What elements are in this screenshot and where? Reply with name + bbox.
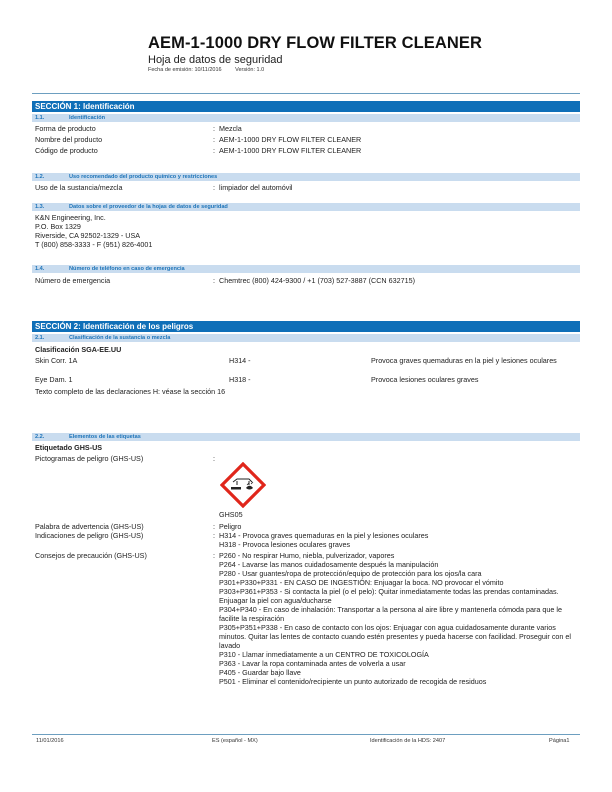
footer-language: ES (español - MX) [212,738,258,744]
subsection-1-2-header [32,173,580,181]
field-label: Consejos de precaución (GHS-US) [35,551,147,560]
precautionary-statement: P310 - Llamar inmediatamente a un CENTRO DE TOXICOLOGÍA [219,650,429,659]
section-2-header: SECCIÓN 2: Identificación de los peligros [32,321,580,332]
hazard-class: Eye Dam. 1 [35,375,73,384]
field-label: Uso de la sustancia/mezcla [35,183,123,192]
subsection-number: 1.4. [35,266,45,272]
hazard-statements-list [219,531,584,549]
precautionary-statement: P301+P330+P331 - EN CASO DE INGESTIÓN: Enjuagar la boca. NO provocar el vómito [219,578,504,587]
hazard-text: Provoca lesiones oculares graves [371,375,479,384]
subsection-title: Elementos de las etiquetas [69,434,141,440]
supplier-line: P.O. Box 1329 [35,222,81,231]
subsection-number: 1.1. [35,115,45,121]
field-value: Mezcla [219,124,242,133]
footer-date: 11/01/2016 [36,738,64,744]
precautionary-statement: P305+P351+P338 - En caso de contacto con los ojos: Enjuagar con agua cuidadosamente durante varios minutos. Quitar las lentes de contacto cuando estén presentes y pueda hacerse con facilidad. Proseguir con el lavado [219,623,571,650]
field-label: Número de emergencia [35,276,111,285]
precautionary-statement: P303+P361+P353 - Si contacta la piel (o el pelo): Quitar inmediatamente todas las prendas contaminadas. Enjuagar la piel con agua/ducharse [219,587,559,605]
subsection-title: Uso recomendado del producto químico y restricciones [69,174,218,180]
subsection-title: Número de teléfono en caso de emergencia [69,266,185,272]
hazard-text: Provoca graves quemaduras en la piel y lesiones oculares [371,356,557,365]
field-value: AEM-1-1000 DRY FLOW FILTER CLEANER [219,146,362,155]
field-label: Indicaciones de peligro (GHS-US) [35,531,144,540]
subsection-number: 1.3. [35,204,45,210]
subsection-2-1-header [32,334,580,342]
labeling-heading: Etiquetado GHS-US [35,443,103,452]
subsection-title: Identificación [69,115,106,121]
precautionary-statement: P304+P340 - En caso de inhalación: Transportar a la persona al aire libre y mantenerla cómoda para que le facilite la respiración [219,605,563,623]
hazard-statement: H318 - Provoca lesiones oculares graves [219,540,351,549]
field-label: Nombre del producto [35,135,103,144]
field-label: Pictogramas de peligro (GHS-US) [35,454,144,463]
subsection-title: Datos sobre el proveedor de la hojas de datos de seguridad [69,204,228,210]
subsection-number: 2.2. [35,434,45,440]
subsection-1-3-header [32,203,580,211]
subsection-number: 2.1. [35,335,45,341]
pictogram-code: GHS05 [219,510,243,519]
footer-divider [32,734,580,735]
supplier-line: K&N Engineering, Inc. [35,213,106,222]
document-meta [148,67,276,73]
sds-page: AEM-1-1000 DRY FLOW FILTER CLEANER Hoja de datos de seguridad Fecha de emisión: 10/11/2016 Versión: 1.0 SECCIÓN 1: Identificación 1.1. Identificación Forma de producto : Mezcla Nombre del producto : AEM-1-1000 DRY FLOW FILTER CLEANER Código de producto : AEM-1-1000 DRY FLOW FILTER CLEANER 1.2. Uso recomendado del producto químico y restricciones Uso de la sustancia/mezcla : limpiador del automóvil 1.3. Datos sobre el proveedor de la hojas de datos de seguridad K&N Engineering, Inc. P.O. Box 1329 Riverside, CA 92502-1329 - USA T (800) 858-3333 - F (951) 826-4001 1.4. Número de teléfono en caso de emergencia Número de emergencia : Chemtrec (800) 424-9300 / +1 (703) 527-3887 (CCN 632715) SECCIÓN 2: Identificación de los peligros 2.1. Clasificación de la sustancia o mezcla Clasificación SGA-EE.UU Skin Corr. 1A H314 - Provoca graves quemaduras en la piel y lesiones oculares Eye Dam. 1 H318 - Provoca lesiones oculares graves Texto completo de las declaraciones H: véase la sección 16 2.2. Elementos de las etiquetas Etiquetado GHS-US Pictogramas de peligro (GHS-US) : GHS05 Palabra de advertencia (GHS-US) : Peligro Indicaciones de peligro (GHS-US) : H314 - Provoca graves quemaduras en la piel y lesiones oculares H318 - Provoca lesiones oculares graves Consejos de precaución (GHS-US) : P260 - No respirar Humo, niebla, pulverizador, vapores P264 - Lavarse las manos cuidadosamente después la manipulación P280 - Usar guantes/ropa de protección/equipo de protección para los ojos/la cara P301+P330+P331 - EN CASO DE INGESTIÓN: Enjuagar la boca. NO provocar el vómito P303+P361+P353 - Si contacta la piel (o el pelo): Quitar inmediatamente todas las prendas contaminadas. Enjuagar la piel con agua/ducharse P304+P340 - En caso de inhalación: Transportar a la persona al aire libre y mantenerla cómoda para que le facilite la respiración P305+P351+P338 - En caso de contacto con los ojos: Enjuagar con agua cuidadosamente durante varios minutos. Quitar las lentes de contacto cuando estén presentes y pueda hacerse con facilidad. Proseguir con el lavado P310 - Llamar inmediatamente a un CENTRO DE TOXICOLOGÍA P363 - Lavar la ropa contaminada antes de volverla a usar P405 - Guardar bajo llave P501 - Eliminar el contenido/recipiente un punto autorizado de recogida de residuos 11/01/2016 ES (español - MX) Identificación de la HDS: 2407 Página1 [0,0,612,792]
precautionary-statement: P405 - Guardar bajo llave [219,668,301,677]
hazard-class: Skin Corr. 1A [35,356,78,365]
subsection-number: 1.2. [35,174,45,180]
document-title: AEM-1-1000 DRY FLOW FILTER CLEANER [148,34,483,52]
corrosion-icon [220,462,266,508]
supplier-line: T (800) 858-3333 - F (951) 826-4001 [35,240,153,249]
subsection-1-1-header [32,114,580,122]
field-label: Palabra de advertencia (GHS-US) [35,522,144,531]
footer-sds-id: Identificación de la HDS: 2407 [370,738,446,744]
field-label: Forma de producto [35,124,96,133]
subsection-2-2-header [32,433,580,441]
signal-word: Peligro [219,522,242,531]
precautionary-statement: P501 - Eliminar el contenido/recipiente un punto autorizado de recogida de residuos [219,677,487,686]
section-1-header: SECCIÓN 1: Identificación [32,101,580,112]
hazard-code: H318 - [229,375,251,384]
precautionary-statement: P260 - No respirar Humo, niebla, pulverizador, vapores [219,551,395,560]
precautionary-statement: P363 - Lavar la ropa contaminada antes de volverla a usar [219,659,406,668]
precautionary-list [219,551,584,686]
classification-heading: Clasificación SGA-EE.UU [35,345,122,354]
subsection-1-4-header [32,265,580,273]
header-divider [32,93,580,94]
field-value: limpiador del automóvil [219,183,293,192]
full-text-note: Texto completo de las declaraciones H: véase la sección 16 [35,387,226,396]
subsection-title: Clasificación de la sustancia o mezcla [69,335,171,341]
version: Versión: 1.0 [235,67,265,73]
precautionary-statement: P264 - Lavarse las manos cuidadosamente después la manipulación [219,560,439,569]
field-value: Chemtrec (800) 424-9300 / +1 (703) 527-3887 (CCN 632715) [219,276,415,285]
field-value: AEM-1-1000 DRY FLOW FILTER CLEANER [219,135,362,144]
hazard-statement: H314 - Provoca graves quemaduras en la piel y lesiones oculares [219,531,429,540]
issue-date: Fecha de emisión: 10/11/2016 [148,67,222,73]
document-subtitle: Hoja de datos de seguridad [148,54,283,66]
footer-page: Página1 [549,738,570,744]
precautionary-statement: P280 - Usar guantes/ropa de protección/equipo de protección para los ojos/la cara [219,569,482,578]
supplier-line: Riverside, CA 92502-1329 - USA [35,231,141,240]
field-label: Código de producto [35,146,98,155]
hazard-code: H314 - [229,356,251,365]
